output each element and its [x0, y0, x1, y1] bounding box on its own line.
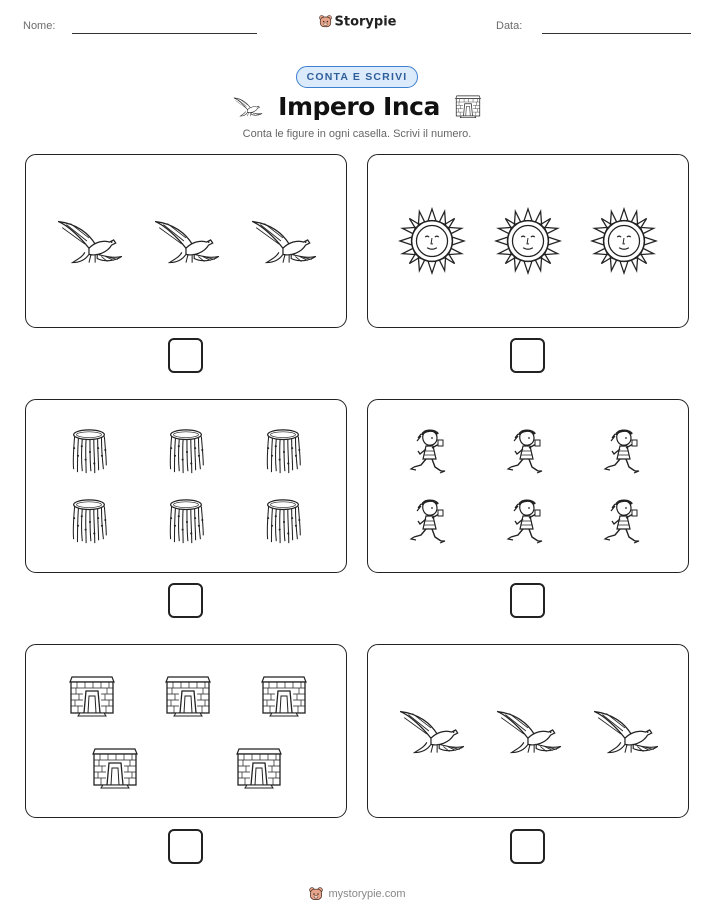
inti-sun-icon — [398, 207, 466, 275]
bear-logo-icon — [318, 14, 333, 29]
condor-icon — [232, 95, 264, 118]
chasqui-runner-icon — [408, 497, 450, 547]
name-line[interactable] — [72, 33, 257, 34]
chasqui-runner-icon — [505, 427, 547, 477]
condor-icon — [151, 215, 223, 267]
condor-icon — [54, 215, 126, 267]
condor-icon — [590, 705, 662, 757]
activity-badge: CONTA E SCRIVI — [296, 66, 419, 88]
stone-gateway-icon — [67, 674, 117, 718]
stone-gateway-icon — [454, 94, 482, 119]
title-row — [0, 92, 714, 121]
quipu-icon — [166, 427, 206, 475]
count-box-5 — [25, 644, 347, 818]
date-line[interactable] — [542, 33, 691, 34]
name-label: Nome: — [23, 20, 56, 32]
footer-url[interactable]: mystorypie.com — [328, 887, 406, 900]
quipu-icon — [263, 497, 303, 545]
answer-box-3[interactable] — [168, 583, 203, 618]
stone-gateway-icon — [90, 746, 140, 790]
brand-name: Storypie — [334, 14, 397, 30]
quipu-icon — [69, 427, 109, 475]
answer-box-2[interactable] — [510, 338, 545, 373]
count-box-2 — [367, 154, 689, 328]
count-box-6 — [367, 644, 689, 818]
stone-gateway-icon — [259, 674, 309, 718]
answer-box-1[interactable] — [168, 338, 203, 373]
brand-logo — [0, 13, 714, 31]
footer — [0, 886, 714, 902]
count-box-1 — [25, 154, 347, 328]
quipu-icon — [166, 497, 206, 545]
stone-gateway-icon — [163, 674, 213, 718]
chasqui-runner-icon — [602, 497, 644, 547]
answer-box-5[interactable] — [168, 829, 203, 864]
bear-logo-icon — [308, 886, 324, 902]
quipu-icon — [69, 497, 109, 545]
instructions: Conta le figure in ogni casella. Scrivi il numero. — [242, 128, 472, 140]
answer-box-4[interactable] — [510, 583, 545, 618]
inti-sun-icon — [494, 207, 562, 275]
condor-icon — [493, 705, 565, 757]
quipu-icon — [263, 427, 303, 475]
stone-gateway-icon — [234, 746, 284, 790]
answer-box-6[interactable] — [510, 829, 545, 864]
page-title: Impero Inca — [278, 92, 440, 121]
date-label: Data: — [496, 20, 523, 32]
count-box-4 — [367, 399, 689, 573]
chasqui-runner-icon — [602, 427, 644, 477]
inti-sun-icon — [590, 207, 658, 275]
condor-icon — [396, 705, 468, 757]
count-box-3 — [25, 399, 347, 573]
chasqui-runner-icon — [408, 427, 450, 477]
chasqui-runner-icon — [505, 497, 547, 547]
condor-icon — [248, 215, 320, 267]
